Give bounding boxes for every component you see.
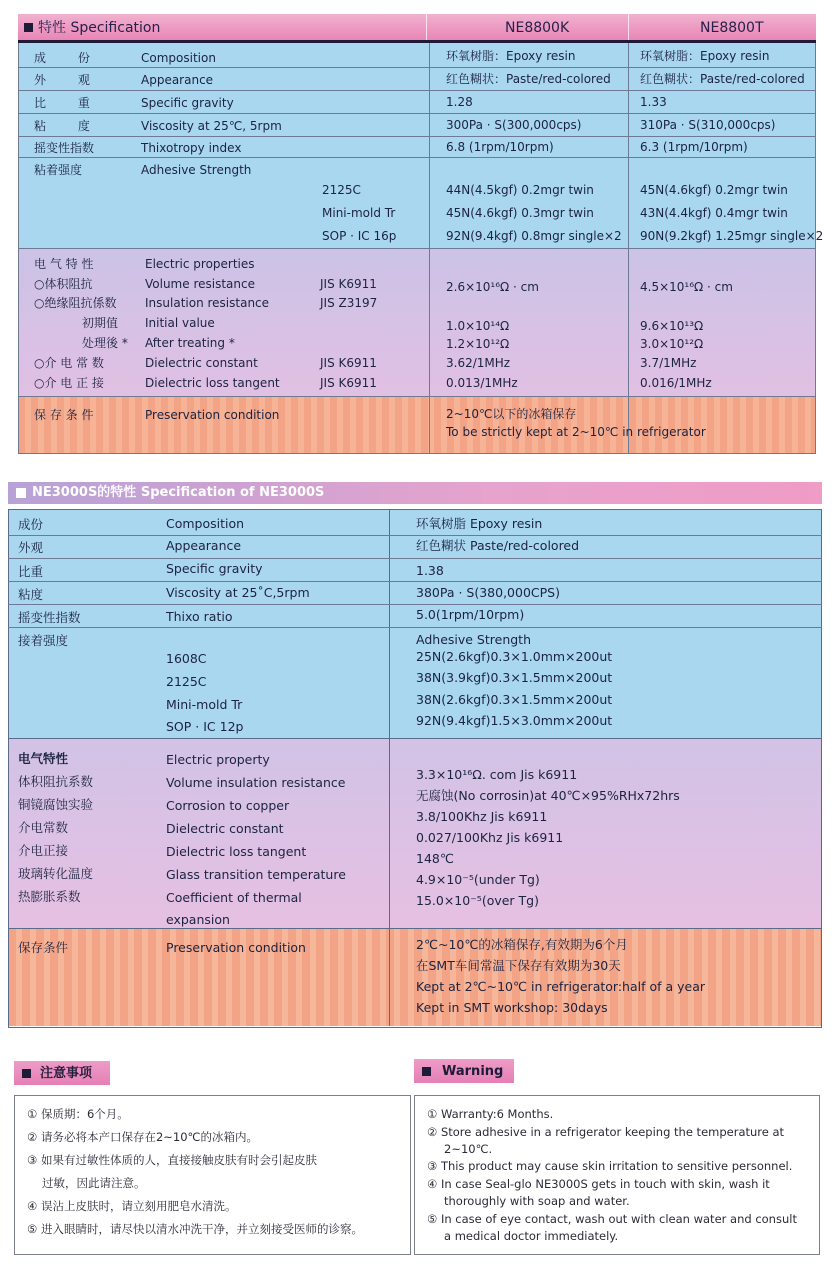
row-label-en: Volume insulation resistance bbox=[166, 775, 346, 790]
row-label-en: Appearance bbox=[166, 538, 242, 553]
row-label-en: Viscosity at 25℃, 5rpm bbox=[141, 119, 282, 133]
row-label-cn: 介电常数 bbox=[18, 820, 69, 835]
cell-value: 1.33 bbox=[640, 95, 667, 109]
preservation-line: Kept at 2℃~10℃ in refrigerator:half of a year bbox=[416, 979, 706, 994]
table1-header bbox=[18, 14, 816, 40]
cell-value: 3.62/1MHz bbox=[446, 356, 511, 370]
standard-label: JIS K6911 bbox=[320, 376, 377, 390]
cell-value: 3.7/1MHz bbox=[640, 356, 697, 370]
cell-value: 9.6×10¹³Ω bbox=[640, 319, 704, 333]
adhesive-item-label: Mini-mold Tr bbox=[322, 206, 396, 220]
row-divider bbox=[8, 558, 822, 559]
notes-cn-tag bbox=[14, 1061, 110, 1085]
row-label-en: Preservation condition bbox=[166, 940, 306, 955]
electric-title-en: Electric property bbox=[166, 752, 270, 767]
adhesive-item-label: 2125C bbox=[322, 183, 361, 197]
cell-value: 15.0×10⁻⁵(over Tg) bbox=[416, 893, 539, 908]
preservation-line: 在SMT车间常温下保存有效期为30天 bbox=[416, 958, 621, 973]
row-label-en: Dielectric constant bbox=[166, 821, 284, 836]
row-label-cn: ○绝缘阻抗係数 bbox=[34, 296, 117, 310]
note-item: ② Store adhesive in a refrigerator keeping the temperature at bbox=[427, 1125, 785, 1139]
square-bullet-icon bbox=[24, 23, 33, 32]
standard-label: JIS Z3197 bbox=[320, 296, 378, 310]
header-divider bbox=[426, 14, 427, 40]
adhesive-heading: Adhesive Strength bbox=[416, 632, 531, 647]
notes-en-title: Warning bbox=[442, 1064, 504, 1079]
square-bullet-icon bbox=[422, 1067, 431, 1076]
cell-value: 43N(4.4kgf) 0.4mgr twin bbox=[640, 206, 788, 220]
table2-frame bbox=[8, 509, 822, 1028]
standard-label: JIS K6911 bbox=[320, 356, 377, 370]
electric-title-cn: 电 气 特 性 bbox=[34, 257, 94, 271]
row-divider bbox=[8, 581, 822, 582]
cell-value: 3.8/100Khz Jis k6911 bbox=[416, 809, 548, 824]
column-header-ne8800t: NE8800T bbox=[700, 20, 764, 36]
row-label-cn: 比 重 bbox=[34, 96, 104, 110]
row-label-en: Initial value bbox=[145, 316, 215, 330]
row-label-en: Dielectric loss tangent bbox=[145, 376, 280, 390]
note-item: 过敏，因此请注意。 bbox=[42, 1176, 146, 1190]
row-divider bbox=[8, 627, 822, 628]
notes-cn-box bbox=[14, 1095, 411, 1255]
row-label-en: Coefficient of thermal bbox=[166, 890, 302, 905]
adhesive-item-label: 1608C bbox=[166, 651, 207, 666]
notes-cn-title: 注意事项 bbox=[40, 1066, 93, 1081]
table2-header bbox=[8, 482, 822, 504]
cell-value: 0.016/1MHz bbox=[640, 376, 712, 390]
row-divider bbox=[18, 90, 816, 91]
cell-value: 3.3×10¹⁶Ω. com Jis k6911 bbox=[416, 767, 578, 782]
standard-label: JIS K6911 bbox=[320, 277, 377, 291]
row-label-cn: 成 份 bbox=[34, 51, 104, 65]
cell-value: 148℃ bbox=[416, 851, 454, 866]
row-label-en: After treating * bbox=[145, 336, 235, 350]
row-label-en: expansion bbox=[166, 912, 230, 927]
cell-value: 6.3 (1rpm/10rpm) bbox=[640, 140, 748, 154]
cell-value: 44N(4.5kgf) 0.2mgr twin bbox=[446, 183, 594, 197]
row-divider bbox=[18, 113, 816, 114]
row-label-cn: 粘度 bbox=[18, 587, 44, 602]
note-item: 2~10℃. bbox=[444, 1142, 493, 1156]
cell-value: 环氧树脂：Epoxy resin bbox=[640, 49, 770, 63]
row-label-en: Dielectric loss tangent bbox=[166, 844, 307, 859]
row-label-cn: 介电正接 bbox=[18, 843, 69, 858]
adhesive-item-label: Mini-mold Tr bbox=[166, 697, 243, 712]
note-item: thoroughly with soap and water. bbox=[444, 1194, 630, 1208]
cell-value: 红色糊状：Paste/red-colored bbox=[446, 72, 611, 86]
cell-value: 38N(2.6kgf)0.3×1.5mm×200ut bbox=[416, 692, 613, 707]
note-item: ③ 如果有过敏性体质的人，直接接触皮肤有时会引起皮肤 bbox=[27, 1153, 317, 1167]
notes-en-box bbox=[414, 1095, 820, 1255]
row-label-en: Dielectric constant bbox=[145, 356, 258, 370]
electric-title-en: Electric properties bbox=[145, 257, 255, 271]
row-label-cn: 比重 bbox=[18, 564, 44, 579]
row-label-en: Insulation resistance bbox=[145, 296, 270, 310]
note-item: ② 请务必将本产口保存在2~10℃的冰箱内。 bbox=[27, 1130, 258, 1144]
row-divider bbox=[8, 535, 822, 536]
table-border bbox=[815, 43, 816, 454]
note-item: ① 保质期：6个月。 bbox=[27, 1107, 129, 1121]
cell-value: 环氧树脂：Epoxy resin bbox=[446, 49, 576, 63]
row-divider bbox=[18, 157, 816, 158]
row-label-en: Specific gravity bbox=[141, 96, 234, 110]
note-item: ④ In case Seal-glo NE3000S gets in touch with skin, wash it bbox=[427, 1177, 770, 1191]
row-label-cn: 成份 bbox=[18, 517, 44, 532]
row-label-cn: 保 存 条 件 bbox=[34, 408, 94, 422]
cell-value: 380Pa · S(380,000CPS) bbox=[416, 585, 560, 600]
cell-value: 2.6×10¹⁶Ω · cm bbox=[446, 280, 539, 294]
row-label-cn: 外 观 bbox=[34, 73, 104, 87]
square-bullet-icon bbox=[22, 1069, 31, 1078]
row-label-cn: 热膨胀系数 bbox=[18, 889, 81, 904]
adhesive-item-label: SOP · IC 12p bbox=[166, 719, 244, 734]
row-label-en: Corrosion to copper bbox=[166, 798, 290, 813]
row-label-en: Composition bbox=[166, 516, 245, 531]
header-divider bbox=[628, 14, 629, 40]
cell-value: 环氧树脂 Epoxy resin bbox=[416, 516, 543, 531]
preservation-line: 2℃~10℃的冰箱保存,有效期为6个月 bbox=[416, 937, 628, 952]
column-header-ne8800k: NE8800K bbox=[505, 20, 570, 36]
cell-value: 25N(2.6kgf)0.3×1.0mm×200ut bbox=[416, 649, 613, 664]
note-item: ⑤ 进入眼睛时，请尽快以清水冲洗干净，并立刻接受医师的诊察。 bbox=[27, 1222, 363, 1236]
cell-value: 0.027/100Khz Jis k6911 bbox=[416, 830, 564, 845]
cell-value: 90N(9.2kgf) 1.25mgr single×2 bbox=[640, 229, 824, 243]
cell-value: 300Pa · S(300,000cps) bbox=[446, 118, 582, 132]
cell-value: 6.8 (1rpm/10rpm) bbox=[446, 140, 554, 154]
row-label-cn: 玻璃转化温度 bbox=[18, 866, 94, 881]
adhesive-item-label: 2125C bbox=[166, 674, 207, 689]
row-label-en: Composition bbox=[141, 51, 216, 65]
row-label-cn: 接着强度 bbox=[18, 633, 69, 648]
table2-title: NE3000S的特性 Specification of NE3000S bbox=[32, 485, 325, 500]
row-divider bbox=[18, 67, 816, 68]
row-divider bbox=[8, 604, 822, 605]
row-label-en: Volume resistance bbox=[145, 277, 255, 291]
note-item: ⑤ In case of eye contact, wash out with clean water and consult bbox=[427, 1212, 797, 1226]
row-label-en: Thixotropy index bbox=[141, 141, 242, 155]
cell-value: 4.9×10⁻⁵(under Tg) bbox=[416, 872, 540, 887]
note-item: ③ This product may cause skin irritation to sensitive personnel. bbox=[427, 1159, 793, 1173]
table1-title: 特性 Specification bbox=[38, 20, 161, 36]
row-label-en: Preservation condition bbox=[145, 408, 280, 422]
cell-value: 45N(4.6kgf) 0.3mgr twin bbox=[446, 206, 594, 220]
cell-value: 1.38 bbox=[416, 563, 444, 578]
cell-value: 4.5×10¹⁶Ω · cm bbox=[640, 280, 733, 294]
note-item: ① Warranty:6 Months. bbox=[427, 1107, 554, 1121]
note-item: a medical doctor immediately. bbox=[444, 1229, 619, 1243]
preservation-line: To be strictly kept at 2~10℃ in refrigerator bbox=[446, 425, 706, 439]
cell-value: 92N(9.4kgf)1.5×3.0mm×200ut bbox=[416, 713, 613, 728]
row-label-cn: 粘 度 bbox=[34, 119, 104, 133]
electric-title-cn: 电气特性 bbox=[18, 751, 69, 766]
row-divider bbox=[18, 453, 816, 454]
row-label-cn: ○体积阻抗 bbox=[34, 277, 93, 291]
column-divider bbox=[389, 509, 390, 1026]
cell-value: 5.0(1rpm/10rpm) bbox=[416, 607, 525, 622]
row-divider bbox=[18, 136, 816, 137]
cell-value: 无腐蚀(No corrosin)at 40℃×95%RHx72hrs bbox=[416, 788, 680, 803]
row-label-cn: ○介 电 常 数 bbox=[34, 356, 104, 370]
row-label-cn: 处理後 * bbox=[82, 336, 128, 350]
cell-value: 310Pa · S(310,000cps) bbox=[640, 118, 776, 132]
row-divider bbox=[8, 738, 822, 739]
row-label-en: Appearance bbox=[141, 73, 214, 87]
cell-value: 1.2×10¹²Ω bbox=[446, 337, 510, 351]
row-divider bbox=[8, 928, 822, 929]
row-label-cn: ○介 电 正 接 bbox=[34, 376, 104, 390]
row-label-cn: 摇变性指数 bbox=[18, 610, 81, 625]
row-label-cn: 外观 bbox=[18, 540, 44, 555]
cell-value: 0.013/1MHz bbox=[446, 376, 518, 390]
row-label-cn: 初期值 bbox=[82, 316, 119, 330]
cell-value: 92N(9.4kgf) 0.8mgr single×2 bbox=[446, 229, 622, 243]
cell-value: 1.28 bbox=[446, 95, 473, 109]
row-label-cn: 铜镜腐蚀实验 bbox=[18, 797, 94, 812]
row-label-en: Glass transition temperature bbox=[166, 867, 346, 882]
row-label-en: Thixo ratio bbox=[166, 609, 233, 624]
row-label-cn: 保存条件 bbox=[18, 940, 69, 955]
row-label-cn: 体积阻抗系数 bbox=[18, 774, 94, 789]
adhesive-item-label: SOP · IC 16p bbox=[322, 229, 397, 243]
notes-en-tag bbox=[414, 1059, 514, 1083]
note-item: ④ 误沾上皮肤时，请立刻用肥皂水清洗。 bbox=[27, 1199, 237, 1213]
row-divider bbox=[18, 396, 816, 397]
cell-value: 45N(4.6kgf) 0.2mgr twin bbox=[640, 183, 788, 197]
row-label-en: Specific gravity bbox=[166, 561, 263, 576]
square-bullet-icon bbox=[16, 488, 26, 498]
cell-value: 1.0×10¹⁴Ω bbox=[446, 319, 510, 333]
cell-value: 红色糊状：Paste/red-colored bbox=[640, 72, 805, 86]
row-label-en: Adhesive Strength bbox=[141, 163, 252, 177]
cell-value: 3.0×10¹²Ω bbox=[640, 337, 704, 351]
preservation-line: Kept in SMT workshop: 30days bbox=[416, 1000, 608, 1015]
cell-value: 红色糊状 Paste/red-colored bbox=[416, 538, 580, 553]
preservation-line: 2~10℃以下的冰箱保存 bbox=[446, 407, 577, 421]
cell-value: 38N(3.9kgf)0.3×1.5mm×200ut bbox=[416, 670, 613, 685]
row-label-cn: 摇变性指数 bbox=[34, 141, 95, 155]
row-label-cn: 粘着强度 bbox=[34, 163, 83, 177]
table-border bbox=[18, 43, 19, 454]
row-label-en: Viscosity at 25˚C,5rpm bbox=[166, 585, 310, 600]
row-divider bbox=[18, 248, 816, 249]
